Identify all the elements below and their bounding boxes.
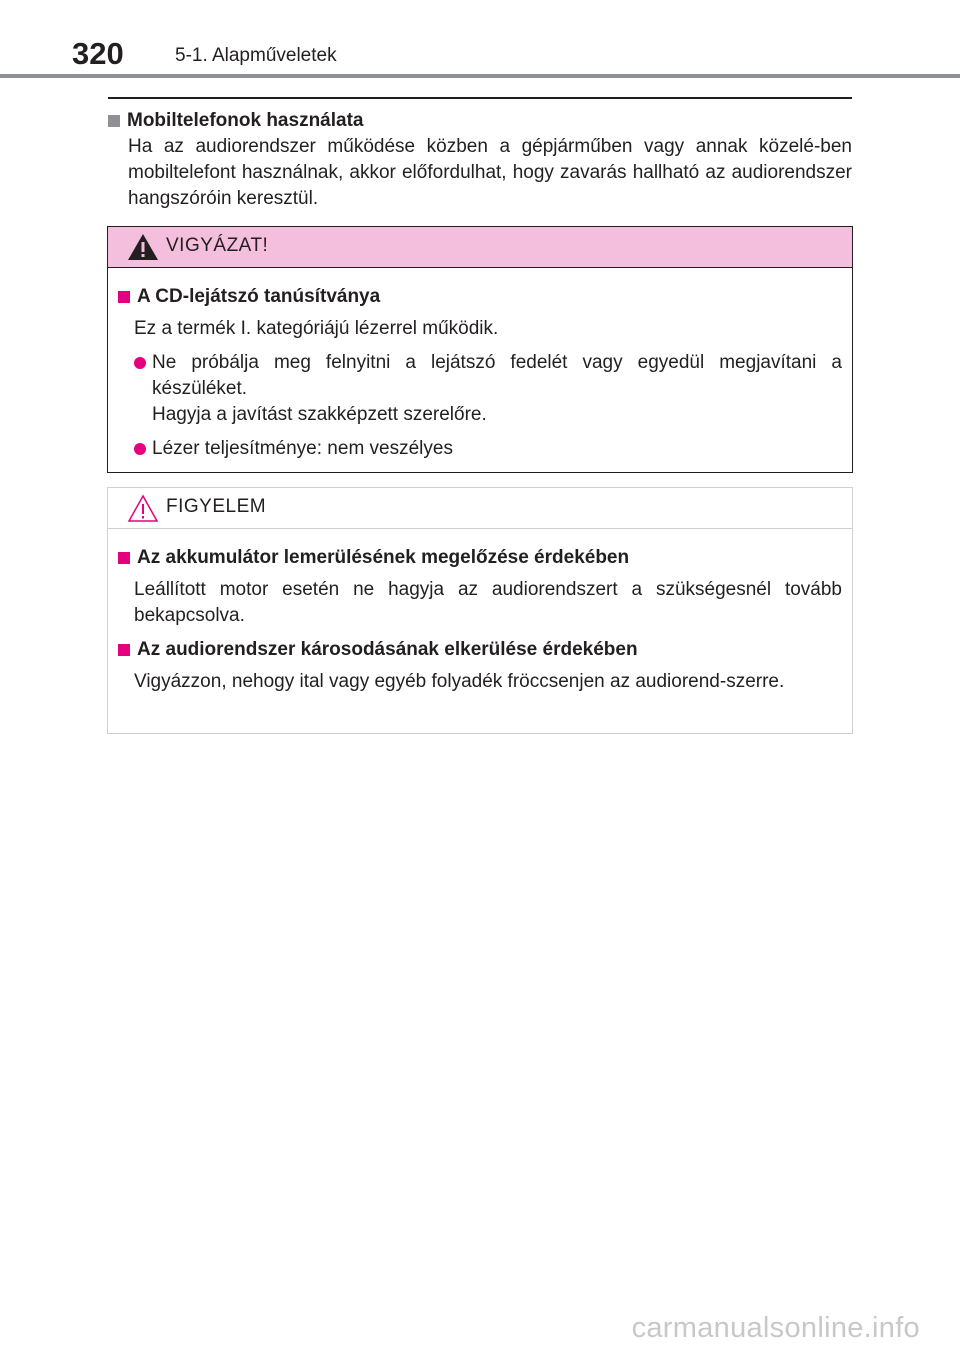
section-paragraph: Ha az audiorendszer működése közben a gépjárműben vagy annak közelé-ben mobiltelefont használnak, akkor előfordulhat, hogy zavarás hallható az audiorendszer hangszóróin keresztül.	[128, 136, 852, 209]
section-divider	[108, 97, 852, 99]
caution-heading-text: A CD-lejátszó tanúsítványa	[137, 286, 381, 307]
caution-title: VIGYÁZAT!	[166, 235, 269, 256]
mobile-phone-section	[108, 108, 852, 212]
chapter-title: 5-1. Alapműveletek	[175, 45, 337, 66]
caution-box	[107, 226, 853, 473]
notice-title: FIGYELEM	[166, 496, 267, 517]
caution-bullet	[134, 350, 842, 428]
caution-box-header	[108, 227, 852, 268]
warning-triangle-outline-icon	[126, 493, 160, 523]
square-bullet-icon	[118, 291, 130, 303]
watermark: carmanualsonline.info	[631, 1312, 920, 1344]
section-heading	[108, 108, 852, 134]
page-header	[0, 0, 960, 78]
caution-paragraph: Ez a termék I. kategóriájú lézerrel működik.	[134, 318, 499, 339]
caution-box-body	[108, 268, 852, 462]
notice-heading	[118, 637, 842, 663]
caution-bullet	[134, 436, 842, 462]
caution-bullet-text: Ne próbálja meg felnyitni a lejátszó fedelét vagy egyedül megjavítani a készüléket.	[152, 352, 842, 399]
square-bullet-icon	[118, 552, 130, 564]
caution-bullet-text: Lézer teljesítménye: nem veszélyes	[152, 438, 453, 459]
notice-box-body	[108, 529, 852, 695]
circle-bullet-icon	[134, 443, 146, 455]
square-bullet-icon	[118, 644, 130, 656]
notice-paragraph: Leállított motor esetén ne hagyja az audiorendszert a szükségesnél tovább bekapcsolva.	[134, 579, 842, 626]
caution-heading	[118, 284, 842, 310]
notice-box-header	[108, 488, 852, 529]
notice-heading	[118, 545, 842, 571]
notice-heading-text: Az akkumulátor lemerülésének megelőzése érdekében	[137, 547, 630, 568]
notice-paragraph: Vigyázzon, nehogy ital vagy egyéb folyadék fröccsenjen az audiorend-szerre.	[134, 671, 785, 692]
header-rule	[0, 74, 960, 78]
caution-bullet-text: Hagyja a javítást szakképzett szerelőre.	[152, 404, 487, 425]
circle-bullet-icon	[134, 357, 146, 369]
page-number: 320	[72, 36, 124, 71]
square-bullet-icon	[108, 115, 120, 127]
notice-box	[107, 487, 853, 734]
notice-heading-text: Az audiorendszer károsodásának elkerülése érdekében	[137, 639, 638, 660]
warning-triangle-icon	[126, 232, 160, 262]
section-heading-text: Mobiltelefonok használata	[127, 110, 364, 131]
